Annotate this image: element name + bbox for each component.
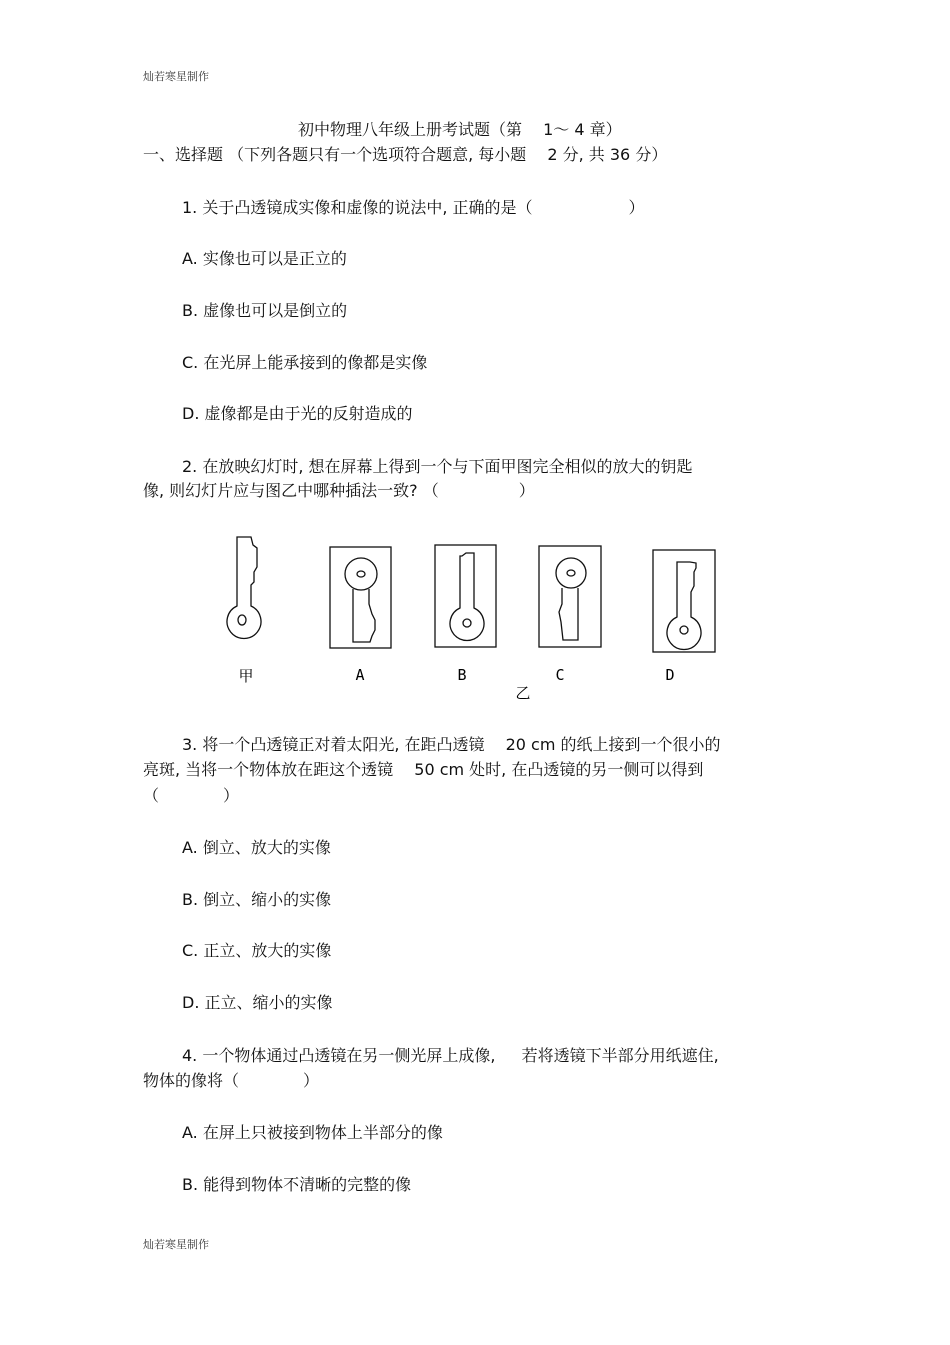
question-4-stem-line1: 4. 一个物体通过凸透镜在另一侧光屏上成像, 若将透镜下半部分用纸遮住, [182,1046,719,1065]
question-2-stem-line1: 2. 在放映幻灯时, 想在屏幕上得到一个与下面甲图完全相似的放大的钥匙 [182,457,693,476]
label-jia: 甲 [238,667,254,685]
question-3-stem-line1: 3. 将一个凸透镜正对着太阳光, 在距凸透镜 20 cm 的纸上接到一个很小的 [182,735,721,754]
label-b: B [457,666,467,684]
page-header: 灿若寒星制作 [143,70,209,83]
question-3-option-a: A. 倒立、放大的实像 [182,838,331,857]
label-c: C [555,666,565,684]
key-figure [0,520,950,710]
question-3-option-d: D. 正立、缩小的实像 [182,993,333,1012]
label-yi: 乙 [515,684,531,702]
question-1-option-b: B. 虚像也可以是倒立的 [182,301,348,320]
question-3-stem-line3: （ ） [143,786,240,805]
question-1-option-d: D. 虚像都是由于光的反射造成的 [182,404,413,423]
slide-option-b [435,545,496,647]
section-heading: 一、选择题 （下列各题只有一个选项符合题意, 每小题 2 分, 共 36 分） [143,145,668,164]
question-4-option-b: B. 能得到物体不清晰的完整的像 [182,1175,412,1194]
page-footer: 灿若寒星制作 [143,1238,209,1251]
label-a: A [355,666,365,684]
question-3-option-b: B. 倒立、缩小的实像 [182,890,332,909]
label-d: D [665,666,675,684]
question-4-stem-line2: 物体的像将（ ） [143,1071,320,1090]
question-2-stem-line2: 像, 则幻灯片应与图乙中哪种插法一致? （ ） [143,481,535,500]
exam-title: 初中物理八年级上册考试题（第 1～ 4 章） [298,120,622,139]
question-1-option-a: A. 实像也可以是正立的 [182,249,347,268]
slide-option-d [653,550,715,652]
question-1-option-c: C. 在光屏上能承接到的像都是实像 [182,353,428,372]
question-3-option-c: C. 正立、放大的实像 [182,941,332,960]
slide-option-a [330,547,391,648]
slide-option-c [539,546,601,647]
question-1-stem: 1. 关于凸透镜成实像和虚像的说法中, 正确的是（ ） [182,198,645,217]
question-3-stem-line2: 亮斑, 当将一个物体放在距这个透镜 50 cm 处时, 在凸透镜的另一侧可以得到 [143,760,704,779]
key-original-figure [227,537,261,638]
question-4-option-a: A. 在屏上只被接到物体上半部分的像 [182,1123,443,1142]
